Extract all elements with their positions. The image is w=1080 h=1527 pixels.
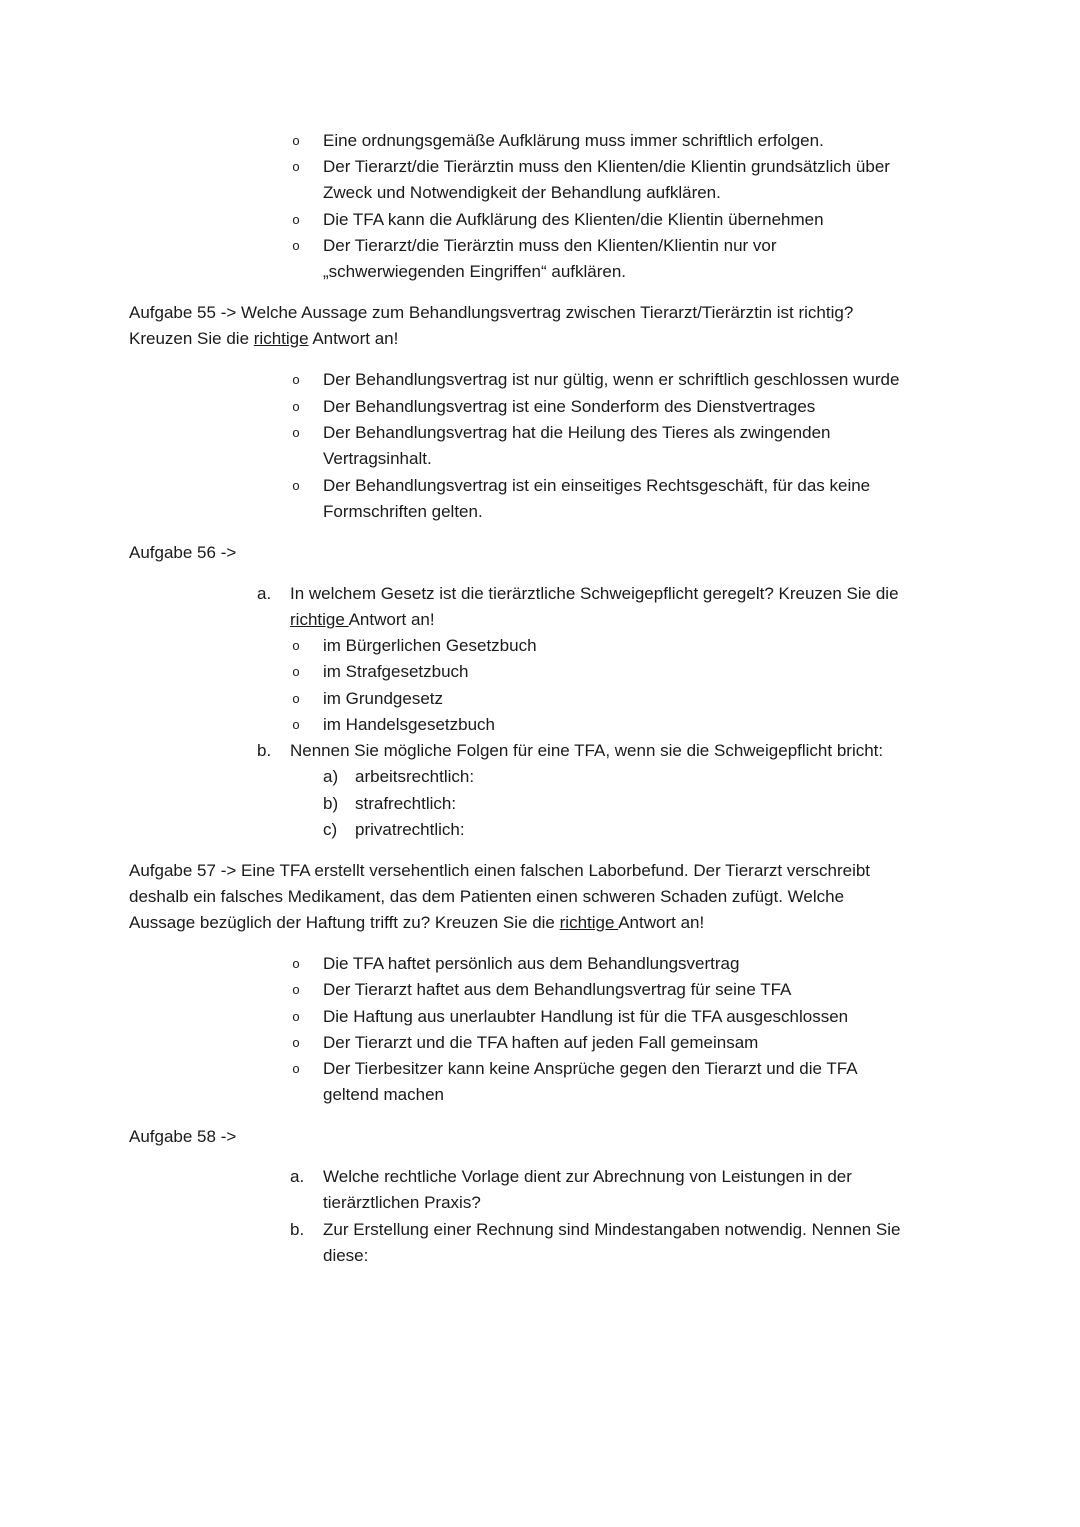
option-text: Der Tierarzt und die TFA haften auf jeden Fall gemeinsam	[323, 1033, 759, 1052]
list-item: arbeitsrechtlich:	[355, 767, 475, 786]
subtask-a-question: Welche rechtliche Vorlage dient zur Abrechnung von Leistungen in der	[323, 1167, 852, 1186]
task-57-question: Aufgabe 57 -> Eine TFA erstellt versehentlich einen falschen Laborbefund. Der Tierarzt verschreibt	[129, 861, 871, 880]
radio-circle-icon[interactable]: o	[292, 425, 300, 440]
radio-circle-icon[interactable]: o	[292, 133, 300, 148]
subtask-marker: a.	[290, 1167, 305, 1186]
option-text: Der Behandlungsvertrag ist nur gültig, wenn er schriftlich geschlossen wurde	[323, 370, 900, 389]
radio-circle-icon[interactable]: o	[292, 238, 300, 253]
subtask-a-question: tierärztlichen Praxis?	[323, 1193, 481, 1212]
option-text: Der Tierarzt/die Tierärztin muss den Klienten/Klientin nur vor	[323, 236, 777, 255]
list-marker: b)	[323, 794, 339, 813]
subtask-marker: b.	[257, 741, 272, 760]
instruction-text: Antwort an!	[618, 913, 705, 932]
instruction-text: Antwort an!	[308, 329, 399, 348]
radio-circle-icon[interactable]: o	[292, 1061, 300, 1076]
radio-circle-icon[interactable]: o	[292, 1035, 300, 1050]
option-text: im Handelsgesetzbuch	[323, 715, 495, 734]
list-item: strafrechtlich:	[355, 794, 457, 813]
option-text: Der Tierarzt haftet aus dem Behandlungsvertrag für seine TFA	[323, 980, 792, 999]
option-text: Der Tierarzt/die Tierärztin muss den Klienten/die Klientin grundsätzlich über	[323, 157, 890, 176]
task-56-heading: Aufgabe 56 ->	[129, 543, 237, 562]
option-text: „schwerwiegenden Eingriffen“ aufklären.	[323, 262, 627, 281]
option-text: im Bürgerlichen Gesetzbuch	[323, 636, 537, 655]
option-text: Die TFA haftet persönlich aus dem Behandlungsvertrag	[323, 954, 740, 973]
underlined-word: richtige	[559, 913, 619, 932]
radio-circle-icon[interactable]: o	[292, 399, 300, 414]
instruction-text: Aussage bezüglich der Haftung trifft zu? Kreuzen Sie die	[129, 913, 560, 932]
option-text: Der Tierbesitzer kann keine Ansprüche gegen den Tierarzt und die TFA	[323, 1059, 858, 1078]
option-text: Die Haftung aus unerlaubter Handlung ist für die TFA ausgeschlossen	[323, 1007, 849, 1026]
task-57-question: deshalb ein falsches Medikament, das dem Patienten einen schweren Schaden zufügt. Welche	[129, 887, 845, 906]
task-55-instruction	[129, 326, 398, 352]
option-text: Formschriften gelten.	[323, 502, 483, 521]
option-text: Eine ordnungsgemäße Aufklärung muss immer schriftlich erfolgen.	[323, 131, 824, 150]
option-text: Zweck und Notwendigkeit der Behandlung aufklären.	[323, 183, 721, 202]
radio-circle-icon[interactable]: o	[292, 478, 300, 493]
underlined-word: richtige	[290, 610, 349, 629]
radio-circle-icon[interactable]: o	[292, 717, 300, 732]
instruction-text: Kreuzen Sie die	[129, 329, 254, 348]
underlined-word: richtige	[253, 329, 309, 348]
radio-circle-icon[interactable]: o	[292, 956, 300, 971]
option-text: Die TFA kann die Aufklärung des Klienten/die Klientin übernehmen	[323, 210, 824, 229]
option-text: Der Behandlungsvertrag hat die Heilung des Tieres als zwingenden	[323, 423, 831, 442]
radio-circle-icon[interactable]: o	[292, 638, 300, 653]
subtask-marker: a.	[257, 584, 272, 603]
subtask-b-question: diese:	[323, 1246, 369, 1265]
option-text: Der Behandlungsvertrag ist ein einseitiges Rechtsgeschäft, für das keine	[323, 476, 871, 495]
radio-circle-icon[interactable]: o	[292, 212, 300, 227]
option-text: im Grundgesetz	[323, 689, 443, 708]
subtask-marker: b.	[290, 1220, 305, 1239]
list-marker: a)	[323, 767, 339, 786]
task-55-question: Aufgabe 55 -> Welche Aussage zum Behandlungsvertrag zwischen Tierarzt/Tierärztin ist richtig?	[129, 303, 854, 322]
radio-circle-icon[interactable]: o	[292, 372, 300, 387]
radio-circle-icon[interactable]: o	[292, 691, 300, 706]
subtask-b-question: Nennen Sie mögliche Folgen für eine TFA, wenn sie die Schweigepflicht bricht:	[290, 741, 884, 760]
subtask-b-question: Zur Erstellung einer Rechnung sind Mindestangaben notwendig. Nennen Sie	[323, 1220, 901, 1239]
list-marker: c)	[323, 820, 338, 839]
option-text: im Strafgesetzbuch	[323, 662, 469, 681]
option-text: geltend machen	[323, 1085, 444, 1104]
option-text: Der Behandlungsvertrag ist eine Sonderform des Dienstvertrages	[323, 397, 816, 416]
radio-circle-icon[interactable]: o	[292, 159, 300, 174]
instruction-text: Antwort an!	[348, 610, 435, 629]
subtask-a-instruction	[290, 607, 435, 633]
list-item: privatrechtlich:	[355, 820, 465, 839]
radio-circle-icon[interactable]: o	[292, 982, 300, 997]
radio-circle-icon[interactable]: o	[292, 1009, 300, 1024]
option-text: Vertragsinhalt.	[323, 449, 432, 468]
subtask-a-question: In welchem Gesetz ist die tierärztliche Schweigepflicht geregelt? Kreuzen Sie die	[290, 584, 899, 603]
task-58-heading: Aufgabe 58 ->	[129, 1127, 237, 1146]
task-57-instruction	[129, 910, 704, 936]
radio-circle-icon[interactable]: o	[292, 664, 300, 679]
